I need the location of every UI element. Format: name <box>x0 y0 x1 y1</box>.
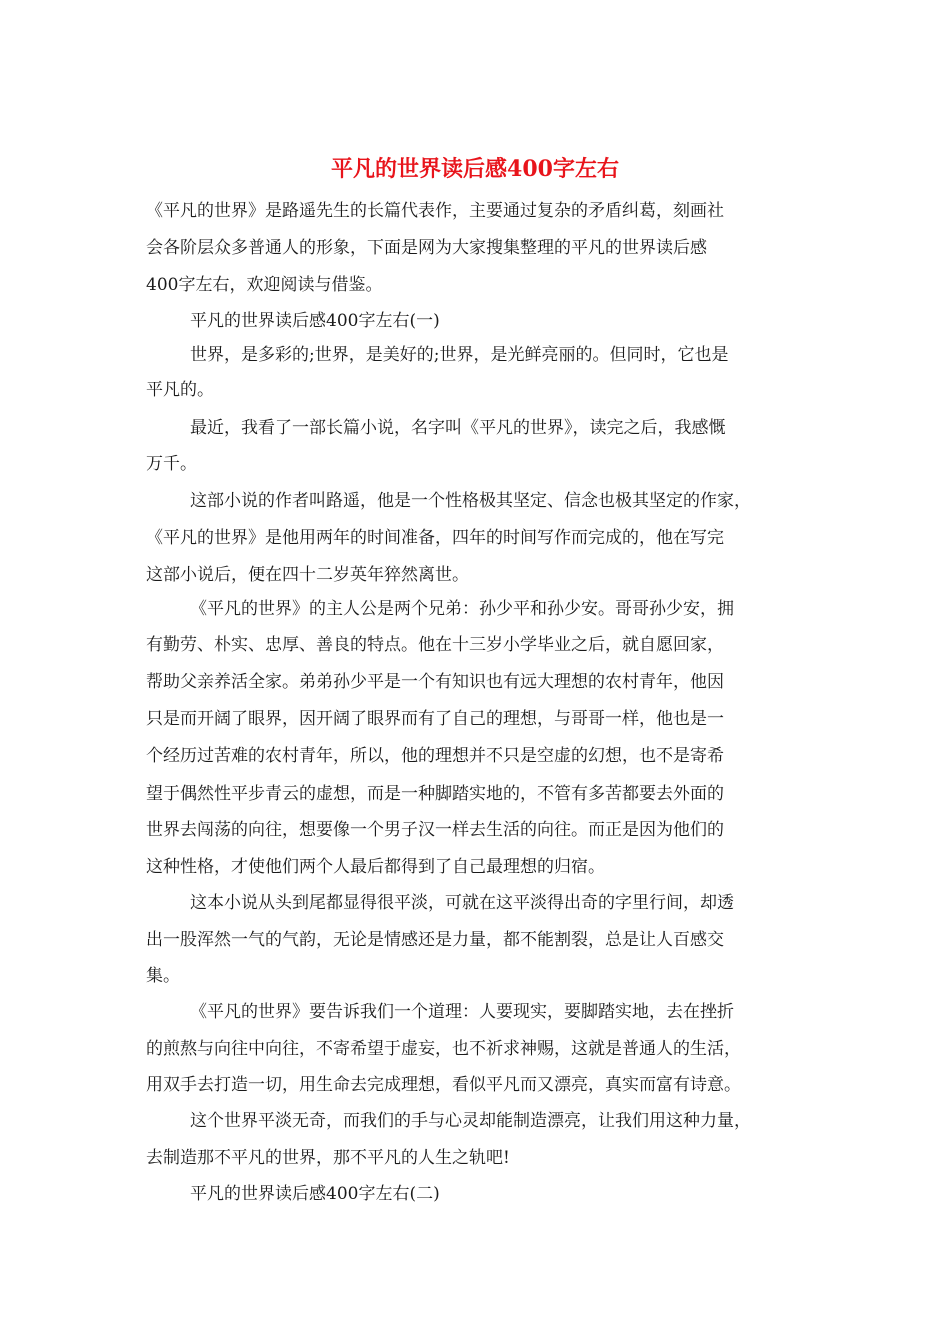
paragraph-line: 望于偶然性平步青云的虚想，而是一种脚踏实地的，不管有多苦都要去外面的 <box>146 784 724 804</box>
section-heading-1: 平凡的世界读后感400字左右(一) <box>190 311 440 331</box>
paragraph-line: 这部小说的作者叫路遥，他是一个性格极其坚定、信念也极其坚定的作家， <box>190 491 751 511</box>
paragraph-line: 世界去闯荡的向往，想要像一个男子汉一样去生活的向往。而正是因为他们的 <box>146 820 724 840</box>
paragraph-line: 这本小说从头到尾都显得很平淡，可就在这平淡得出奇的字里行间，却透 <box>190 893 734 913</box>
paragraph-line: 个经历过苦难的农村青年，所以，他的理想并不只是空虚的幻想，也不是寄希 <box>146 746 724 766</box>
intro-line: 会各阶层众多普通人的形象，下面是网为大家搜集整理的平凡的世界读后感 <box>146 238 707 258</box>
intro-line: 《平凡的世界》是路遥先生的长篇代表作，主要通过复杂的矛盾纠葛，刻画社 <box>146 201 724 221</box>
paragraph-line: 《平凡的世界》要告诉我们一个道理：人要现实，要脚踏实地，去在挫折 <box>190 1002 734 1022</box>
paragraph-line: 世界，是多彩的;世界，是美好的;世界，是光鲜亮丽的。但同时，它也是 <box>190 345 729 365</box>
paragraph-line: 这部小说后，便在四十二岁英年猝然离世。 <box>146 565 469 585</box>
paragraph-line: 的煎熬与向往中向往，不寄希望于虚妄，也不祈求神赐，这就是普通人的生活， <box>146 1039 741 1059</box>
paragraph-line: 集。 <box>146 966 180 986</box>
paragraph-line: 平凡的。 <box>146 380 214 400</box>
paragraph-line: 只是而开阔了眼界，因开阔了眼界而有了自己的理想，与哥哥一样，他也是一 <box>146 709 724 729</box>
paragraph-line: 最近，我看了一部长篇小说，名字叫《平凡的世界》，读完之后，我感慨 <box>190 418 726 438</box>
paragraph-line: 有勤劳、朴实、忠厚、善良的特点。他在十三岁小学毕业之后，就自愿回家， <box>146 635 724 655</box>
paragraph-line: 《平凡的世界》是他用两年的时间准备，四年的时间写作而完成的，他在写完 <box>146 528 724 548</box>
paragraph-line: 《平凡的世界》的主人公是两个兄弟：孙少平和孙少安。哥哥孙少安，拥 <box>190 599 734 619</box>
paragraph-line: 用双手去打造一切，用生命去完成理想，看似平凡而又漂亮，真实而富有诗意。 <box>146 1075 741 1095</box>
paragraph-line: 万千。 <box>146 454 197 474</box>
paragraph-line: 出一股浑然一气的气韵，无论是情感还是力量，都不能割裂，总是让人百感交 <box>146 930 724 950</box>
paragraph-line: 去制造那不平凡的世界，那不平凡的人生之轨吧! <box>146 1148 510 1168</box>
document-title: 平凡的世界读后感400字左右 <box>331 156 619 182</box>
paragraph-line: 这个世界平淡无奇，而我们的手与心灵却能制造漂亮，让我们用这种力量， <box>190 1111 751 1131</box>
intro-line: 400字左右，欢迎阅读与借鉴。 <box>146 275 383 295</box>
paragraph-line: 帮助父亲养活全家。弟弟孙少平是一个有知识也有远大理想的农村青年，他因 <box>146 672 724 692</box>
section-heading-2: 平凡的世界读后感400字左右(二) <box>190 1184 440 1204</box>
paragraph-line: 这种性格，才使他们两个人最后都得到了自己最理想的归宿。 <box>146 857 605 877</box>
